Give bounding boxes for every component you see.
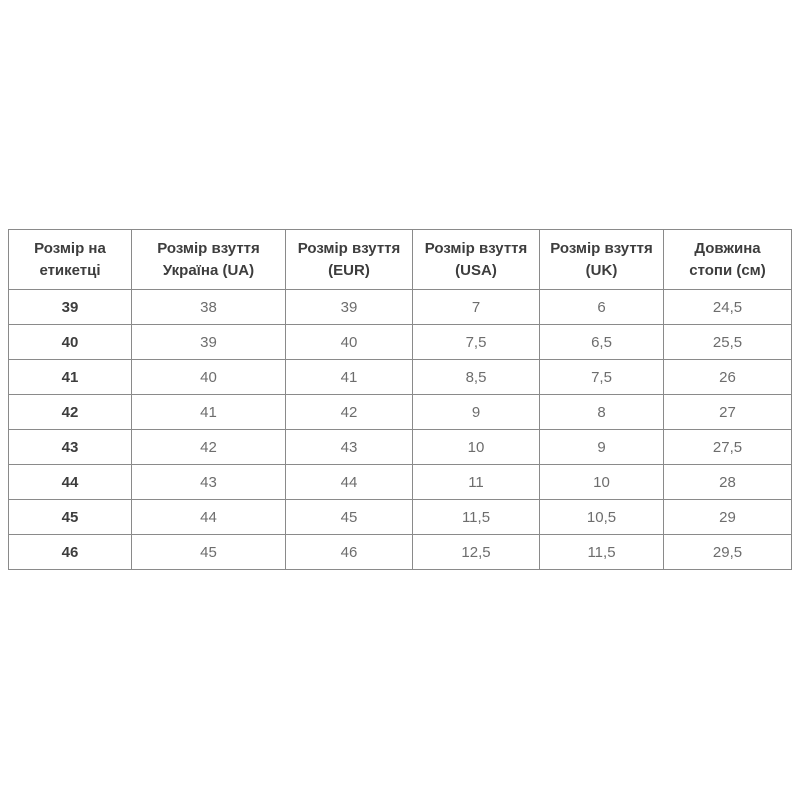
eur-size-cell: 46: [286, 535, 413, 570]
usa-size-cell: 11,5: [413, 500, 540, 535]
foot-length-cell: 29: [664, 500, 792, 535]
usa-size-cell: 11: [413, 465, 540, 500]
column-header-eur-size: Розмір взуття (EUR): [286, 230, 413, 290]
ua-size-cell: 43: [132, 465, 286, 500]
usa-size-cell: 7,5: [413, 325, 540, 360]
column-header-foot-length: Довжина стопи (см): [664, 230, 792, 290]
shoe-size-conversion-table: [8, 229, 792, 570]
ua-size-cell: 44: [132, 500, 286, 535]
table-row: [9, 360, 792, 395]
uk-size-cell: 11,5: [540, 535, 664, 570]
eur-size-cell: 45: [286, 500, 413, 535]
eur-size-cell: 40: [286, 325, 413, 360]
size-label-cell: 44: [9, 465, 132, 500]
ua-size-cell: 42: [132, 430, 286, 465]
foot-length-cell: 27,5: [664, 430, 792, 465]
size-label-cell: 42: [9, 395, 132, 430]
foot-length-cell: 28: [664, 465, 792, 500]
ua-size-cell: 38: [132, 290, 286, 325]
table-row: [9, 430, 792, 465]
uk-size-cell: 6: [540, 290, 664, 325]
uk-size-cell: 7,5: [540, 360, 664, 395]
uk-size-cell: 10: [540, 465, 664, 500]
foot-length-cell: 27: [664, 395, 792, 430]
table-row: [9, 535, 792, 570]
uk-size-cell: 6,5: [540, 325, 664, 360]
foot-length-cell: 29,5: [664, 535, 792, 570]
table-row: [9, 500, 792, 535]
usa-size-cell: 8,5: [413, 360, 540, 395]
foot-length-cell: 26: [664, 360, 792, 395]
ua-size-cell: 45: [132, 535, 286, 570]
uk-size-cell: 9: [540, 430, 664, 465]
size-label-cell: 41: [9, 360, 132, 395]
eur-size-cell: 44: [286, 465, 413, 500]
usa-size-cell: 7: [413, 290, 540, 325]
ua-size-cell: 39: [132, 325, 286, 360]
eur-size-cell: 39: [286, 290, 413, 325]
foot-length-cell: 24,5: [664, 290, 792, 325]
size-label-cell: 39: [9, 290, 132, 325]
size-label-cell: 40: [9, 325, 132, 360]
eur-size-cell: 43: [286, 430, 413, 465]
column-header-uk-size: Розмір взуття (UK): [540, 230, 664, 290]
table-row: [9, 465, 792, 500]
ua-size-cell: 40: [132, 360, 286, 395]
header-row: [9, 230, 792, 290]
table-row: [9, 325, 792, 360]
size-label-cell: 43: [9, 430, 132, 465]
column-header-usa-size: Розмір взуття (USA): [413, 230, 540, 290]
size-label-cell: 46: [9, 535, 132, 570]
table-row: [9, 290, 792, 325]
foot-length-cell: 25,5: [664, 325, 792, 360]
table-row: [9, 395, 792, 430]
eur-size-cell: 41: [286, 360, 413, 395]
usa-size-cell: 9: [413, 395, 540, 430]
ua-size-cell: 41: [132, 395, 286, 430]
size-label-cell: 45: [9, 500, 132, 535]
eur-size-cell: 42: [286, 395, 413, 430]
usa-size-cell: 12,5: [413, 535, 540, 570]
usa-size-cell: 10: [413, 430, 540, 465]
uk-size-cell: 10,5: [540, 500, 664, 535]
uk-size-cell: 8: [540, 395, 664, 430]
column-header-ua-size: Розмір взуття Україна (UA): [132, 230, 286, 290]
column-header-label-size: Розмір на етикетці: [9, 230, 132, 290]
